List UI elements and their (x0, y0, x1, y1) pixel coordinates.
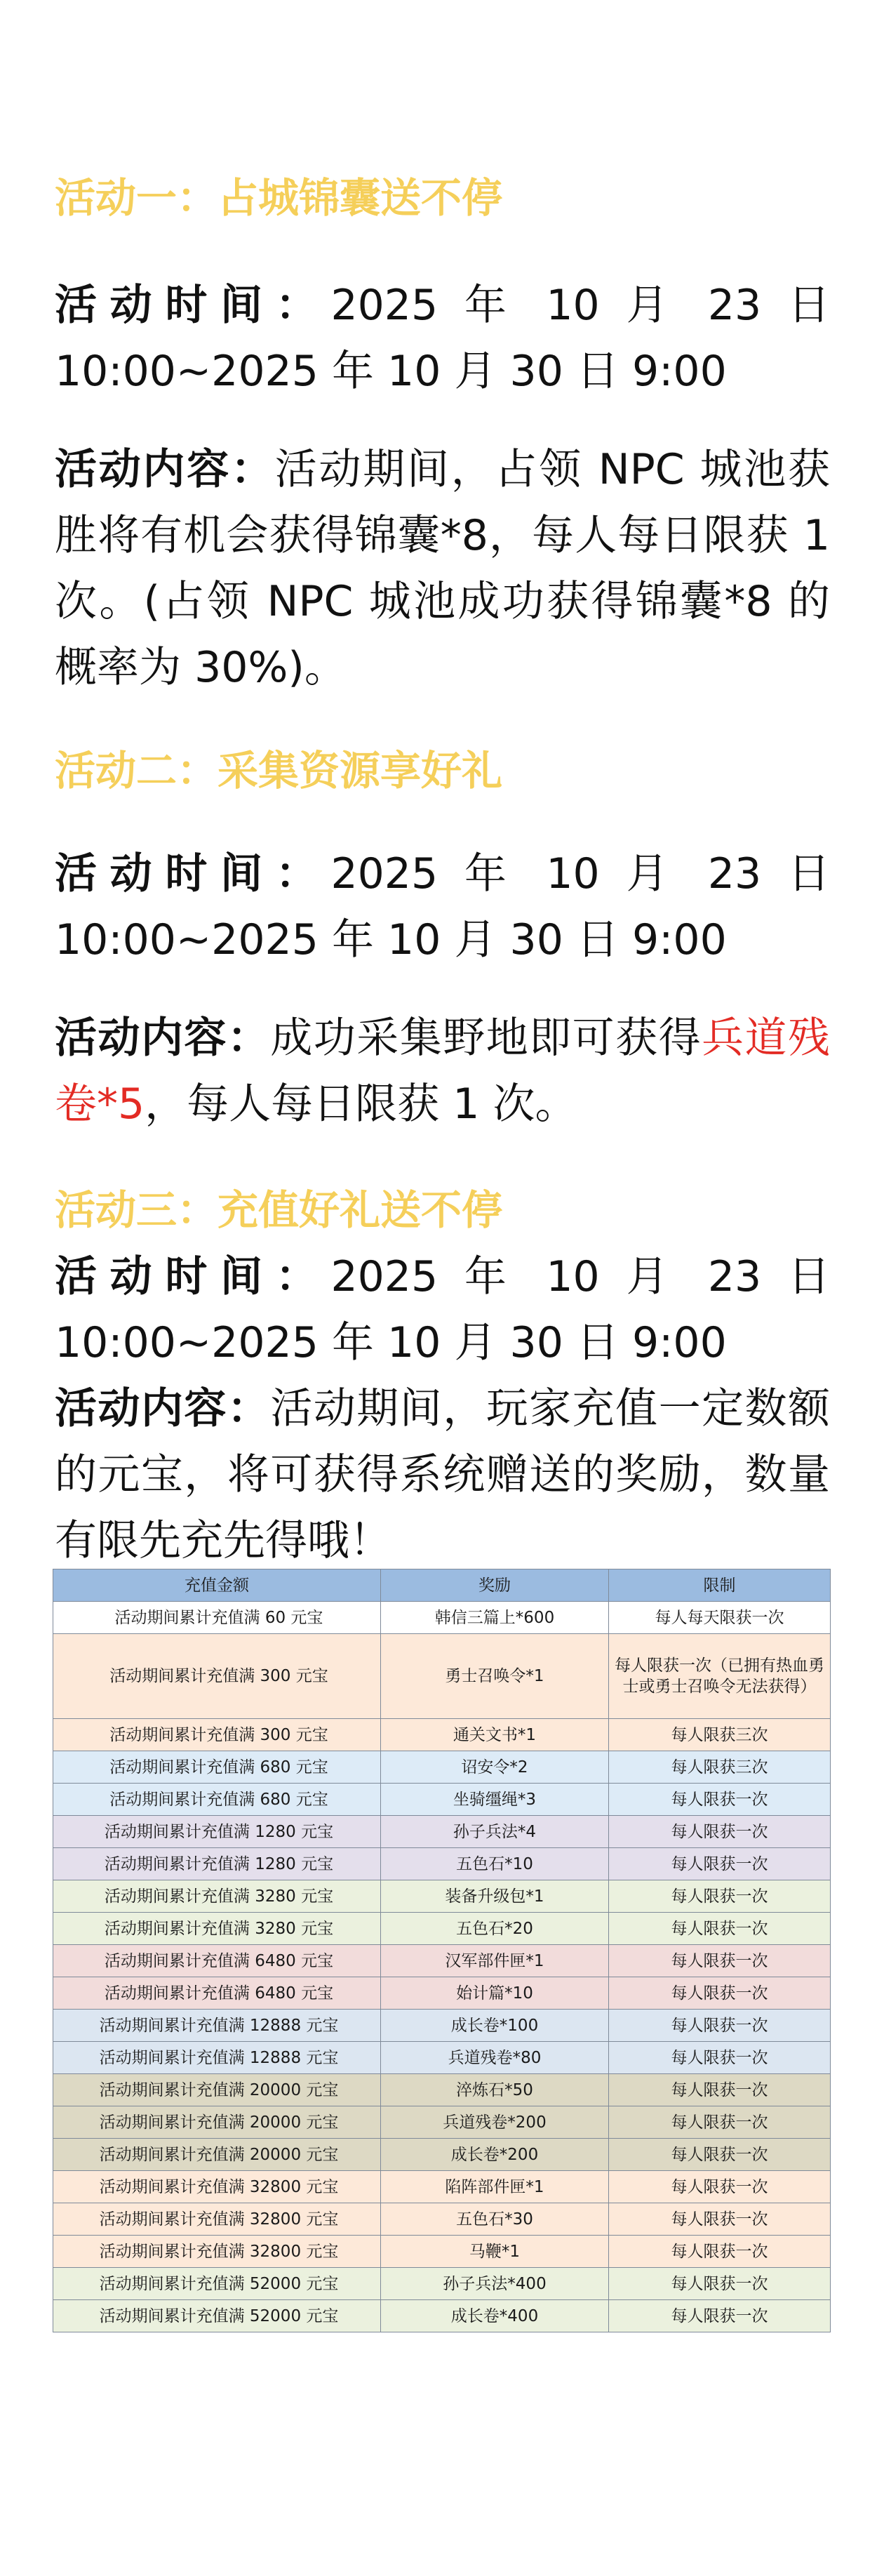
reward-cell: 勇士召唤令*1 (381, 1634, 609, 1719)
table-row (53, 2300, 831, 2332)
activity-2-time (55, 841, 830, 907)
limit-cell: 每人限获三次 (609, 1719, 831, 1751)
table-row (53, 2236, 831, 2268)
amount-cell: 活动期间累计充值满 52000 元宝 (53, 2268, 381, 2300)
amount-cell: 活动期间累计充值满 3280 元宝 (53, 1913, 381, 1945)
table-row (53, 2139, 831, 2171)
reward-cell: 韩信三篇上*600 (381, 1602, 609, 1634)
table-row (53, 2074, 831, 2106)
activity-3-time-label: 活动时间： (55, 1252, 331, 1301)
table-row (53, 1977, 831, 2010)
table-row (53, 1945, 831, 1977)
limit-cell: 每人限获一次 (609, 2236, 831, 2268)
amount-cell: 活动期间累计充值满 300 元宝 (53, 1634, 381, 1719)
reward-cell: 五色石*10 (381, 1848, 609, 1880)
amount-cell: 活动期间累计充值满 680 元宝 (53, 1784, 381, 1816)
reward-cell: 五色石*20 (381, 1913, 609, 1945)
activity-3-time (55, 1244, 830, 1310)
amount-cell: 活动期间累计充值满 12888 元宝 (53, 2042, 381, 2074)
header-reward: 奖励 (381, 1569, 609, 1602)
table-row (53, 1634, 831, 1719)
amount-cell: 活动期间累计充值满 20000 元宝 (53, 2106, 381, 2139)
limit-cell: 每人限获一次 (609, 2300, 831, 2332)
limit-cell: 每人限获一次 (609, 1913, 831, 1945)
recharge-reward-table (53, 1569, 831, 2332)
limit-cell: 每人限获一次 (609, 1784, 831, 1816)
limit-cell: 每人限获一次 (609, 1880, 831, 1913)
activity-3-time-line2: 10:00~2025 年 10 月 30 日 9:00 (55, 1318, 727, 1367)
limit-cell: 每人每天限获一次 (609, 1602, 831, 1634)
table-row (53, 1751, 831, 1784)
amount-cell: 活动期间累计充值满 3280 元宝 (53, 1880, 381, 1913)
activity-1-content (55, 437, 830, 701)
activity-2-content-label: 活动内容： (55, 1014, 271, 1063)
reward-cell: 坐骑缰绳*3 (381, 1784, 609, 1816)
amount-cell: 活动期间累计充值满 1280 元宝 (53, 1816, 381, 1848)
reward-cell: 始计篇*10 (381, 1977, 609, 2010)
table-row (53, 2042, 831, 2074)
limit-cell: 每人限获一次 (609, 2042, 831, 2074)
limit-cell: 每人限获一次 (609, 2010, 831, 2042)
limit-cell: 每人限获三次 (609, 1751, 831, 1784)
amount-cell: 活动期间累计充值满 20000 元宝 (53, 2074, 381, 2106)
limit-cell: 每人限获一次（已拥有热血勇士或勇士召唤令无法获得） (609, 1634, 831, 1719)
table-row (53, 1848, 831, 1880)
activity-3-title: 活动三：充值好礼送不停 (55, 1186, 503, 1234)
reward-cell: 兵道残卷*80 (381, 2042, 609, 2074)
reward-cell: 诏安令*2 (381, 1751, 609, 1784)
amount-cell: 活动期间累计充值满 6480 元宝 (53, 1977, 381, 2010)
header-amount: 充值金额 (53, 1569, 381, 1602)
table-row (53, 2010, 831, 2042)
limit-cell: 每人限获一次 (609, 1816, 831, 1848)
amount-cell: 活动期间累计充值满 680 元宝 (53, 1751, 381, 1784)
amount-cell: 活动期间累计充值满 20000 元宝 (53, 2139, 381, 2171)
limit-cell: 每人限获一次 (609, 1945, 831, 1977)
reward-cell: 马鞭*1 (381, 2236, 609, 2268)
reward-cell: 陷阵部件匣*1 (381, 2171, 609, 2203)
activity-2-title: 活动二：采集资源享好礼 (55, 747, 503, 795)
table-row (53, 2203, 831, 2236)
activity-1-content-label: 活动内容： (55, 445, 275, 494)
table-row (53, 1816, 831, 1848)
activity-2-content-highlight: 兵道残卷*5 (55, 1014, 831, 1129)
amount-cell: 活动期间累计充值满 1280 元宝 (53, 1848, 381, 1880)
activity-3-content-text: 活动期间，玩家充值一定数额的元宝，将可获得系统赠送的奖励，数量有限先充先得哦！ (55, 1384, 831, 1565)
reward-cell: 兵道残卷*200 (381, 2106, 609, 2139)
amount-cell: 活动期间累计充值满 60 元宝 (53, 1602, 381, 1634)
limit-cell: 每人限获一次 (609, 2074, 831, 2106)
activity-1-content-text: 活动期间，占领 NPC 城池获胜将有机会获得锦囊*8，每人每日限获 1 次。(占领 NPC 城池成功获得锦囊*8 的概率为 30%)。 (55, 445, 830, 692)
limit-cell: 每人限获一次 (609, 2106, 831, 2139)
limit-cell: 每人限获一次 (609, 1977, 831, 2010)
amount-cell: 活动期间累计充值满 6480 元宝 (53, 1945, 381, 1977)
activity-1-title: 活动一：占城锦囊送不停 (55, 174, 503, 222)
table-row (53, 1719, 831, 1751)
activity-1-time-line2: 10:00~2025 年 10 月 30 日 9:00 (55, 347, 727, 396)
activity-1-time-label: 活动时间： (55, 281, 331, 330)
reward-cell: 五色石*30 (381, 2203, 609, 2236)
activity-1-time-value: 2025 年 10 月 23 日 (330, 281, 830, 330)
table-row (53, 2106, 831, 2139)
amount-cell: 活动期间累计充值满 32800 元宝 (53, 2171, 381, 2203)
activity-2-content-text-2: ，每人每日限获 1 次。 (145, 1080, 577, 1129)
table-row (53, 2268, 831, 2300)
reward-cell: 成长卷*400 (381, 2300, 609, 2332)
amount-cell: 活动期间累计充值满 32800 元宝 (53, 2203, 381, 2236)
activity-2-content (55, 1005, 830, 1137)
reward-cell: 孙子兵法*400 (381, 2268, 609, 2300)
table-row (53, 1602, 831, 1634)
reward-cell: 成长卷*200 (381, 2139, 609, 2171)
activity-2-time-value: 2025 年 10 月 23 日 (330, 849, 830, 898)
table-header-row (53, 1569, 831, 1602)
reward-cell: 淬炼石*50 (381, 2074, 609, 2106)
activity-2-content-text-1: 成功采集野地即可获得 (270, 1014, 702, 1063)
table-row (53, 1784, 831, 1816)
activity-3-content (55, 1376, 830, 1574)
reward-cell: 汉军部件匣*1 (381, 1945, 609, 1977)
activity-2-time-line2: 10:00~2025 年 10 月 30 日 9:00 (55, 915, 727, 964)
amount-cell: 活动期间累计充值满 12888 元宝 (53, 2010, 381, 2042)
limit-cell: 每人限获一次 (609, 2268, 831, 2300)
activity-2-time-label: 活动时间： (55, 849, 331, 898)
activity-3-content-label: 活动内容： (55, 1384, 271, 1433)
amount-cell: 活动期间累计充值满 32800 元宝 (53, 2236, 381, 2268)
reward-cell: 装备升级包*1 (381, 1880, 609, 1913)
table-row (53, 1880, 831, 1913)
activity-1-time (55, 272, 830, 338)
reward-cell: 成长卷*100 (381, 2010, 609, 2042)
amount-cell: 活动期间累计充值满 52000 元宝 (53, 2300, 381, 2332)
reward-cell: 通关文书*1 (381, 1719, 609, 1751)
amount-cell: 活动期间累计充值满 300 元宝 (53, 1719, 381, 1751)
table-body (53, 1602, 831, 2332)
header-limit: 限制 (609, 1569, 831, 1602)
activity-3-time-value: 2025 年 10 月 23 日 (330, 1252, 830, 1301)
limit-cell: 每人限获一次 (609, 1848, 831, 1880)
table-row (53, 1913, 831, 1945)
reward-cell: 孙子兵法*4 (381, 1816, 609, 1848)
limit-cell: 每人限获一次 (609, 2171, 831, 2203)
limit-cell: 每人限获一次 (609, 2203, 831, 2236)
limit-cell: 每人限获一次 (609, 2139, 831, 2171)
table-row (53, 2171, 831, 2203)
